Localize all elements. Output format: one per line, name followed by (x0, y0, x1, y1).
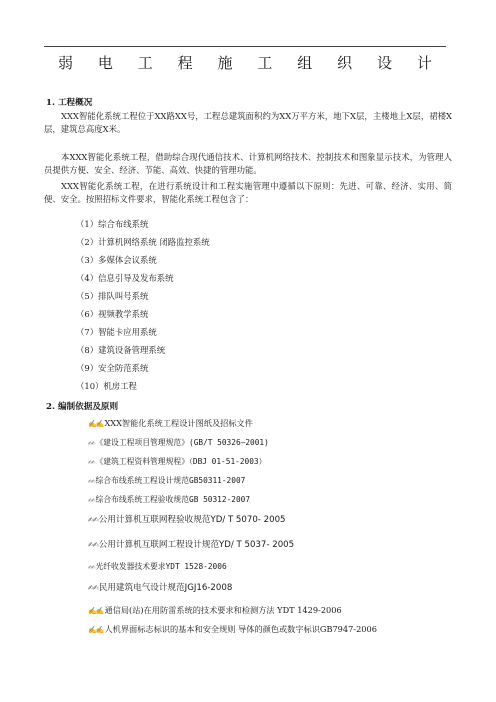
pen-icon: ✍✍ (88, 458, 95, 466)
list-item: （8）建筑设备管理系统 (76, 345, 166, 355)
pen-icon: ✍✍ (88, 420, 104, 428)
reference-text: 人机界面标志标识的基本和安全规则 导体的颜色或数字标识GB7947-2006 (104, 624, 377, 634)
reference-text: 公用计算机互联网工程设计规范YD/ T 5037- 2005 (98, 540, 295, 550)
reference-text: 《建筑工程资料管理规程》（DBJ 01-51-2003） (95, 457, 267, 466)
paragraph-overview-1: XXX智能化系统工程位于XX路XX号，工程总建筑面积约为XX万平方米，地下X层，主楼地上X层，裙楼X层，建筑总高度X米。 (44, 111, 452, 135)
reference-text: XXX智能化系统工程设计图纸及招标文件 (104, 418, 253, 428)
reference-item (88, 538, 294, 550)
pen-icon: ✍✍ (88, 607, 104, 615)
title-char: 计 (416, 54, 432, 72)
page-title (44, 52, 446, 74)
title-char: 组 (297, 54, 313, 72)
list-item: （3）多媒体会议系统 (76, 255, 157, 265)
title-char: 工 (137, 54, 153, 72)
section-heading-basis: 2. 编制依据及原则 (46, 402, 119, 412)
reference-item (88, 561, 227, 572)
reference-item (88, 456, 266, 467)
section-heading-overview: 1. 工程概况 (46, 98, 93, 108)
pen-icon: ✍✍ (88, 541, 98, 549)
paragraph-overview-3: XXX智能化系统工程，在进行系统设计和工程实施管理中遵循以下原则：先进、可靠、经济、实用、简便、安全。按照招标文件要求，智能化系统工程包含了： (44, 181, 452, 205)
header-rule (44, 46, 446, 47)
pen-icon: ✍✍ (88, 563, 95, 571)
title-char: 弱 (58, 54, 74, 72)
list-item: （9）安全防范系统 (76, 363, 149, 373)
pen-icon: ✍✍ (88, 516, 98, 524)
reference-item (88, 437, 269, 448)
title-char: 设 (377, 54, 393, 72)
pen-icon: ✍✍ (88, 477, 95, 485)
list-item: （7）智能卡应用系统 (76, 327, 157, 337)
list-item: （1）综合布线系统 (76, 219, 149, 229)
title-char: 程 (177, 54, 193, 72)
list-item: （5）排队叫号系统 (76, 291, 149, 301)
reference-text: 《建设工程项目管理规范》(GB/T 50326—2001) (95, 438, 269, 447)
pen-icon: ✍✍ (88, 626, 104, 634)
reference-text: 光纤收发器技术要求YDT 1528-2006 (95, 562, 227, 571)
pen-icon: ✍✍ (88, 439, 95, 447)
list-item: （6）视频教学系统 (76, 309, 149, 319)
title-char: 施 (217, 54, 233, 72)
reference-text: 综合布线系统工程设计规范GB50311-2007 (95, 476, 246, 485)
reference-item (88, 605, 342, 616)
reference-text: 通信局(站)在用防雷系统的技术要求和检测方法 YDT 1429-2006 (104, 605, 342, 615)
reference-text: 综合布线系统工程验收规范GB 50312-2007 (95, 495, 251, 504)
reference-item (88, 513, 286, 525)
title-char: 织 (337, 54, 353, 72)
paragraph-overview-2: 本XXX智能化系统工程，借助综合现代通信技术、计算机网络技术、控制技术和图象显示技术，为管理人员提供方便、安全、经济、节能、高效、快捷的管理功能。 (44, 152, 452, 176)
list-item: （4）信息引导及发布系统 (76, 273, 174, 283)
reference-item (88, 494, 250, 505)
reference-text: 民用建筑电气设计规范JGJ16-2008 (98, 583, 233, 593)
list-item: （10）机房工程 (76, 381, 137, 391)
title-char: 工 (257, 54, 273, 72)
reference-item (88, 475, 245, 486)
pen-icon: ✍✍ (88, 584, 98, 592)
reference-text: 公用计算机互联网程验收规范YD/ T 5070- 2005 (98, 515, 286, 525)
reference-item (88, 581, 232, 593)
pen-icon: ✍✍ (88, 496, 95, 504)
list-item: （2）计算机网络系统 闭路监控系统 (76, 237, 210, 247)
reference-item (88, 418, 253, 429)
reference-item (88, 624, 377, 635)
title-char: 电 (97, 54, 113, 72)
